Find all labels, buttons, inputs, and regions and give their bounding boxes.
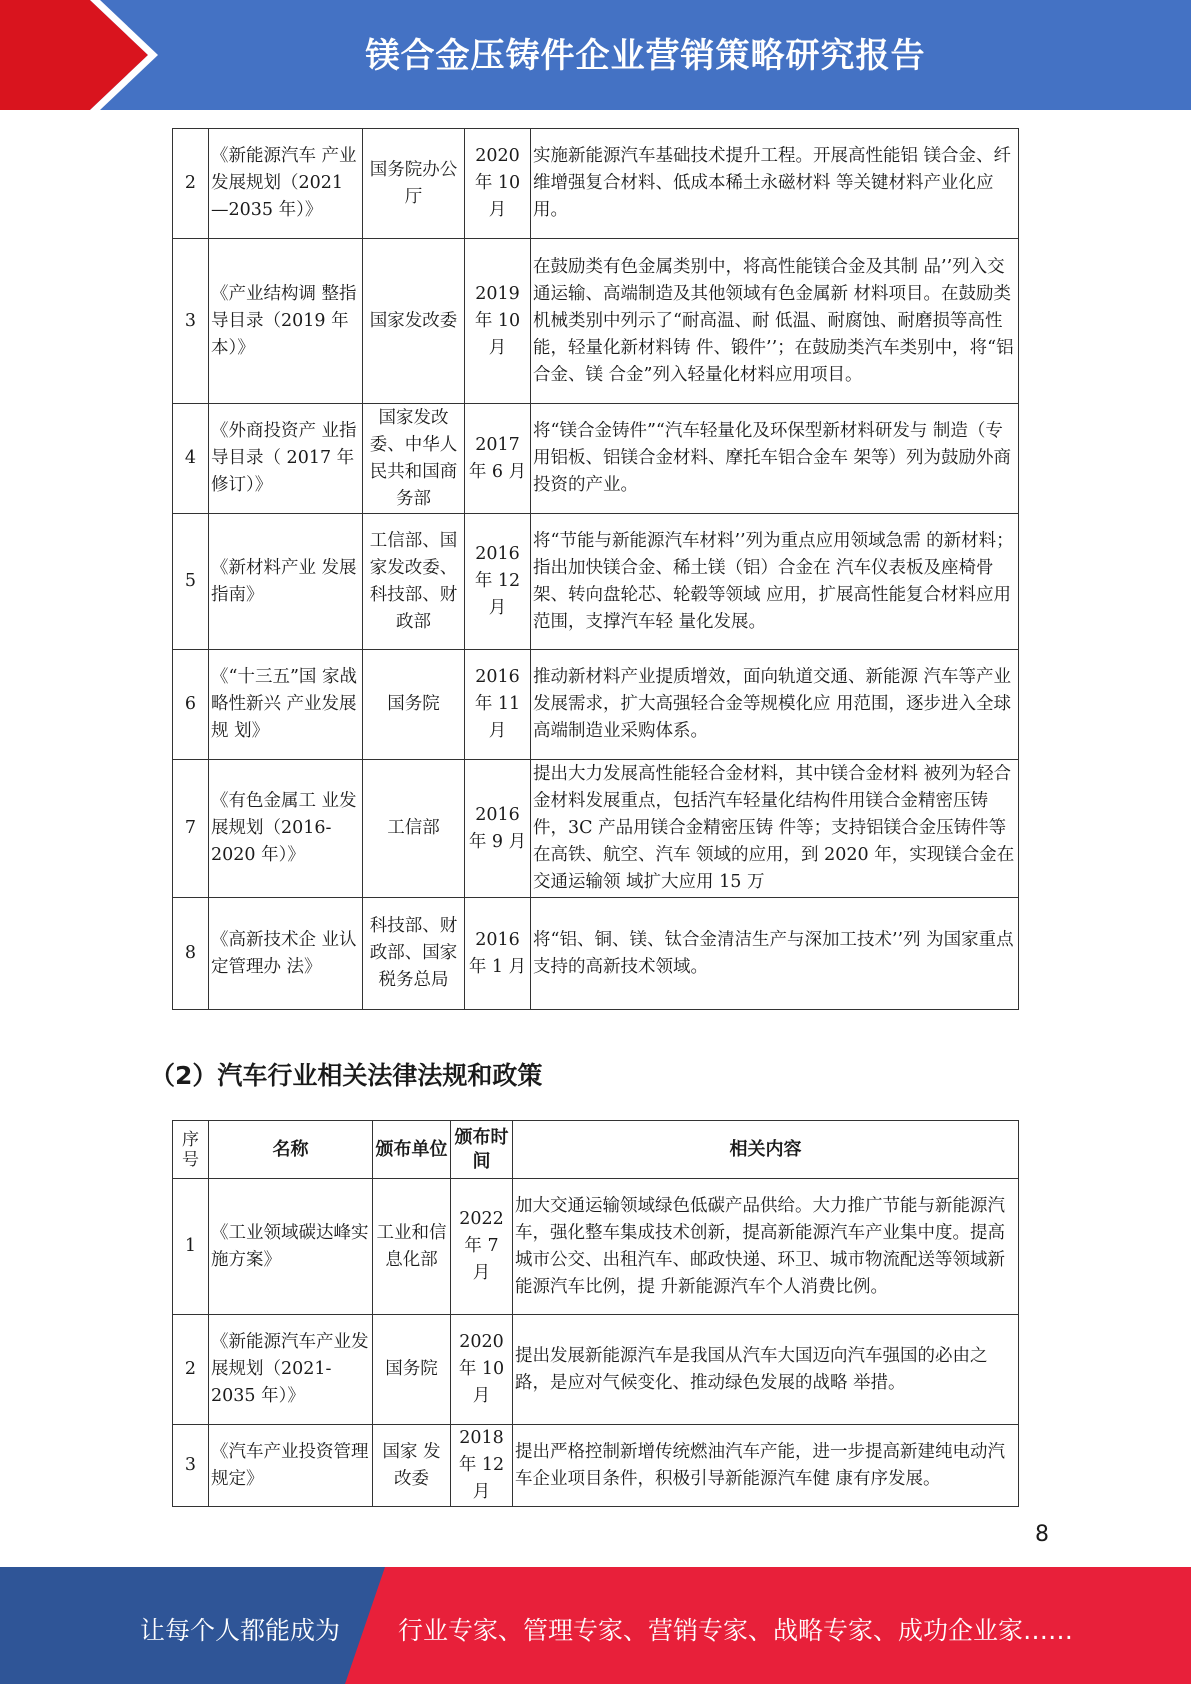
document-name: 《新能源汽车 产业发展规划（2021—2035 年）》: [209, 129, 363, 239]
issue-date: 2019 年 10 月: [465, 239, 531, 404]
row-number: 2: [173, 1315, 209, 1425]
related-content: 实施新能源汽车基础技术提升工程。开展高性能铝 镁合金、纤维增强复合材料、低成本稀土永磁材料 等关键材料产业化应用。: [531, 129, 1019, 239]
page-header: [0, 0, 1191, 110]
issuing-body: 工信部: [363, 760, 465, 898]
issue-date: 2016 年 11 月: [465, 650, 531, 760]
table-row: [173, 1315, 1019, 1425]
table-row: [173, 514, 1019, 650]
document-name: 《外商投资产 业指导目录（ 2017 年 修订）》: [209, 404, 363, 514]
col-header-name: 名称: [209, 1121, 373, 1179]
row-number: 2: [173, 129, 209, 239]
col-header-no: 序号: [173, 1121, 209, 1179]
related-content: 在鼓励类有色金属类别中，将高性能镁合金及其制 品’’列入交通运输、高端制造及其他领域有色金属新 材料项目。在鼓励类机械类别中列示了“耐高温、耐 低温、耐腐蚀、耐磨损等高性能，轻量化新材料铸 件、锻件’’；在鼓励类汽车类别中，将“铝合金、镁 合金”列入轻量化材料应用项目。: [531, 239, 1019, 404]
document-name: 《新能源汽车产业发展规划（2021-2035 年）》: [209, 1315, 373, 1425]
document-name: 《高新技术企 业认定管理办 法》: [209, 898, 363, 1010]
report-title: 镁合金压铸件企业营销策略研究报告: [365, 36, 926, 76]
document-name: 《汽车产业投资管理规定》: [209, 1425, 373, 1507]
row-number: 5: [173, 514, 209, 650]
document-name: 《工业领域碳达峰实施方案》: [209, 1179, 373, 1315]
table-row: [173, 1179, 1019, 1315]
section-heading-auto-policies: （2）汽车行业相关法律法规和政策: [150, 1061, 543, 1090]
table-row: [173, 239, 1019, 404]
issue-date: 2016 年 12 月: [465, 514, 531, 650]
col-header-content: 相关内容: [513, 1121, 1019, 1179]
row-number: 6: [173, 650, 209, 760]
related-content: 将“铝、铜、镁、钛合金清洁生产与深加工技术’’列 为国家重点支持的高新技术领域。: [531, 898, 1019, 1010]
col-header-issuer: 颁布单位: [373, 1121, 451, 1179]
related-content: 将“镁合金铸件”“汽车轻量化及环保型新材料研发与 制造（专用铝板、铝镁合金材料、摩托车铝合金车 架等）列为鼓励外商投资的产业。: [531, 404, 1019, 514]
table-row: [173, 1425, 1019, 1507]
issuing-body: 国家发改委、中华人民共和国商务部: [363, 404, 465, 514]
table-row: [173, 404, 1019, 514]
issuing-body: 国家 发改委: [373, 1425, 451, 1507]
issue-date: 2022 年 7 月: [451, 1179, 513, 1315]
row-number: 3: [173, 1425, 209, 1507]
footer-slogan-right: 行业专家、管理专家、营销专家、战略专家、成功企业家……: [398, 1616, 1074, 1645]
related-content: 推动新材料产业提质增效，面向轨道交通、新能源 汽车等产业发展需求，扩大高强轻合金等规模化应 用范围，逐步进入全球高端制造业采购体系。: [531, 650, 1019, 760]
row-number: 3: [173, 239, 209, 404]
page-number: 8: [1035, 1522, 1049, 1547]
col-header-date: 颁布时间: [451, 1121, 513, 1179]
issuing-body: 国家发改委: [363, 239, 465, 404]
row-number: 4: [173, 404, 209, 514]
table-row: [173, 760, 1019, 898]
issuing-body: 科技部、财政部、国家税务总局: [363, 898, 465, 1010]
related-content: 提出严格控制新增传统燃油汽车产能，进一步提高新建纯电动汽车企业项目条件，积极引导新能源汽车健 康有序发展。: [513, 1425, 1019, 1507]
issue-date: 2016 年 1 月: [465, 898, 531, 1010]
document-name: 《新材料产业 发展指南》: [209, 514, 363, 650]
issue-date: 2016 年 9 月: [465, 760, 531, 898]
document-name: 《有色金属工 业发展规划（2016-2020 年）》: [209, 760, 363, 898]
related-content: 提出大力发展高性能轻合金材料，其中镁合金材料 被列为轻合金材料发展重点，包括汽车轻量化结构件用镁合金精密压铸件，3C 产品用镁合金精密压铸 件等；支持铝镁合金压铸件等在高铁、航空、汽车 领域的应用，到 2020 年，实现镁合金在交通运输领 域扩大应用 15 万: [531, 760, 1019, 898]
document-name: 《产业结构调 整指导目录（2019 年本）》: [209, 239, 363, 404]
issue-date: 2020 年 10 月: [451, 1315, 513, 1425]
issuing-body: 工信部、国家发改委、科技部、财政部: [363, 514, 465, 650]
row-number: 1: [173, 1179, 209, 1315]
table-row: [173, 650, 1019, 760]
issue-date: 2017 年 6 月: [465, 404, 531, 514]
table-row: [173, 129, 1019, 239]
footer-slogan-left: 让每个人都能成为: [140, 1616, 341, 1645]
policy-table-materials: [172, 128, 1019, 1010]
issuing-body: 国务院办公厅: [363, 129, 465, 239]
table-header-row: [173, 1121, 1019, 1179]
row-number: 7: [173, 760, 209, 898]
issue-date: 2018 年 12 月: [451, 1425, 513, 1507]
page-footer: [0, 1567, 1191, 1684]
row-number: 8: [173, 898, 209, 1010]
related-content: 将“节能与新能源汽车材料’’列为重点应用领域急需 的新材料；指出加快镁合金、稀土镁（铝）合金在 汽车仪表板及座椅骨架、转向盘轮芯、轮毂等领域 应用，扩展高性能复合材料应用范围，支撑汽车轻 量化发展。: [531, 514, 1019, 650]
table-row: [173, 898, 1019, 1010]
issuing-body: 国务院: [373, 1315, 451, 1425]
related-content: 加大交通运输领域绿色低碳产品供给。大力推广节能与新能源汽车，强化整车集成技术创新，提高新能源汽车产业集中度。提高城市公交、出租汽车、邮政快递、环卫、城市物流配送等领域新能源汽车比例，提 升新能源汽车个人消费比例。: [513, 1179, 1019, 1315]
issuing-body: 国务院: [363, 650, 465, 760]
issuing-body: 工业和信息化部: [373, 1179, 451, 1315]
issue-date: 2020 年 10 月: [465, 129, 531, 239]
related-content: 提出发展新能源汽车是我国从汽车大国迈向汽车强国的必由之路，是应对气候变化、推动绿色发展的战略 举措。: [513, 1315, 1019, 1425]
document-name: 《“十三五”国 家战略性新兴 产业发展规 划》: [209, 650, 363, 760]
policy-table-automotive: [172, 1120, 1019, 1507]
